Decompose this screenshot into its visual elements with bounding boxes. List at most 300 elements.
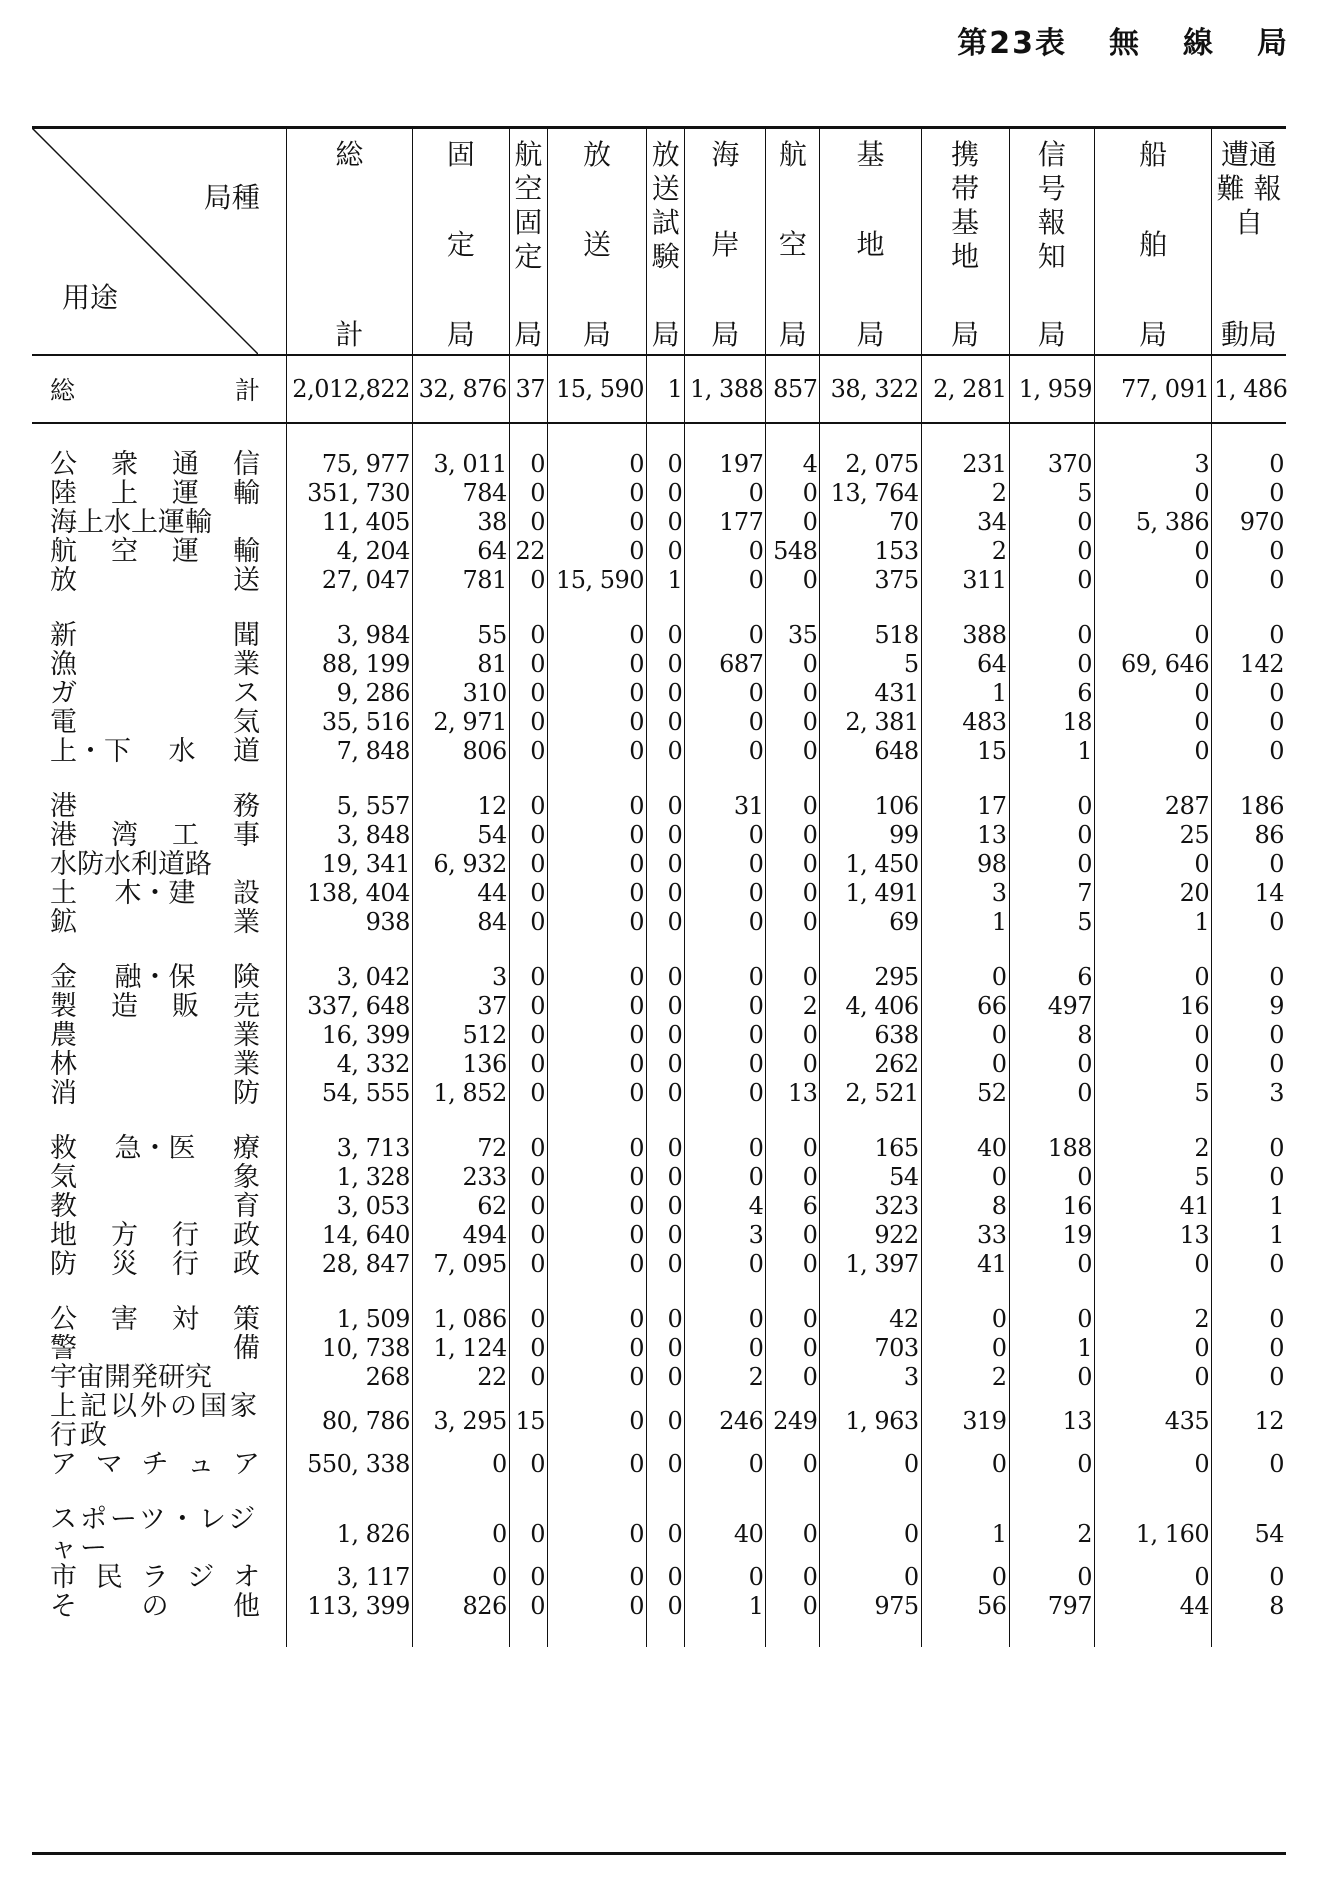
value-cell: 0 <box>685 1134 766 1163</box>
table-row <box>32 537 1286 566</box>
table-row <box>32 508 1286 537</box>
value-cell: 22 <box>509 537 547 566</box>
row-label: 海上水上運輸 <box>50 507 212 538</box>
value-cell: 0 <box>548 908 647 937</box>
value-cell: 0 <box>509 508 547 537</box>
value-cell: 12 <box>1212 1392 1286 1450</box>
value-cell: 28, 847 <box>286 1250 412 1279</box>
value-cell: 0 <box>509 479 547 508</box>
value-cell: 0 <box>509 1505 547 1563</box>
value-cell: 2 <box>921 537 1009 566</box>
table-row <box>32 879 1286 908</box>
value-cell: 0 <box>647 1305 685 1334</box>
value-cell: 0 <box>548 850 647 879</box>
value-cell: 54 <box>412 821 509 850</box>
value-cell: 0 <box>766 1050 820 1079</box>
value-cell: 66 <box>921 992 1009 1021</box>
value-cell: 0 <box>766 650 820 679</box>
value-cell: 0 <box>548 737 647 766</box>
value-cell: 703 <box>820 1334 921 1363</box>
table-number: 第23表 <box>957 26 1067 61</box>
value-cell: 0 <box>548 1134 647 1163</box>
value-cell: 0 <box>685 479 766 508</box>
row-label: 製 造 販 売 <box>50 991 260 1022</box>
value-cell: 0 <box>1212 1050 1286 1079</box>
column-header-aero_fixed: 航 空 固 定 局 <box>509 128 547 355</box>
value-cell: 826 <box>412 1592 509 1621</box>
value-cell: 6 <box>766 1192 820 1221</box>
value-cell: 0 <box>685 908 766 937</box>
table-row <box>32 479 1286 508</box>
value-cell: 0 <box>685 992 766 1021</box>
value-cell: 15, 590 <box>548 566 647 595</box>
row-label: 市 民 ラ ジ オ <box>50 1562 260 1593</box>
value-cell: 0 <box>1212 679 1286 708</box>
value-cell: 0 <box>647 963 685 992</box>
value-cell: 0 <box>1212 1450 1286 1479</box>
value-cell: 0 <box>766 1334 820 1363</box>
row-label: 警 備 <box>50 1333 260 1364</box>
value-cell: 0 <box>548 1192 647 1221</box>
value-cell: 0 <box>548 508 647 537</box>
value-cell: 0 <box>766 679 820 708</box>
group-spacer <box>32 937 1286 963</box>
column-header-fixed: 固 定 局 <box>412 128 509 355</box>
value-cell: 0 <box>509 1592 547 1621</box>
value-cell: 0 <box>685 1250 766 1279</box>
value-cell: 0 <box>1212 1021 1286 1050</box>
value-cell: 8 <box>1009 1021 1095 1050</box>
value-cell: 5 <box>1009 479 1095 508</box>
value-cell: 22 <box>412 1363 509 1392</box>
value-cell: 0 <box>548 1592 647 1621</box>
value-cell: 3, 053 <box>286 1192 412 1221</box>
table-row <box>32 621 1286 650</box>
value-cell: 1, 509 <box>286 1305 412 1334</box>
value-cell: 0 <box>548 1392 647 1450</box>
row-label: 公 衆 通 信 <box>50 449 260 480</box>
value-cell: 0 <box>548 992 647 1021</box>
value-cell: 0 <box>412 1563 509 1592</box>
value-cell: 16 <box>1095 992 1212 1021</box>
value-cell: 0 <box>685 1334 766 1363</box>
value-cell: 0 <box>548 1021 647 1050</box>
column-header-coast: 海 岸 局 <box>685 128 766 355</box>
value-cell: 0 <box>548 1050 647 1079</box>
value-cell: 13 <box>766 1079 820 1108</box>
table-row <box>32 1192 1286 1221</box>
value-cell: 13, 764 <box>820 479 921 508</box>
row-label: 電 気 <box>50 707 260 738</box>
value-cell: 54 <box>1212 1505 1286 1563</box>
value-cell: 20 <box>1095 879 1212 908</box>
value-cell: 0 <box>647 1250 685 1279</box>
value-cell: 268 <box>286 1363 412 1392</box>
value-cell: 2, 521 <box>820 1079 921 1108</box>
value-cell: 99 <box>820 821 921 850</box>
value-cell: 80, 786 <box>286 1392 412 1450</box>
value-cell: 784 <box>412 479 509 508</box>
value-cell: 0 <box>766 479 820 508</box>
value-cell: 311 <box>921 566 1009 595</box>
table-row <box>32 1250 1286 1279</box>
value-cell: 0 <box>921 1450 1009 1479</box>
value-cell: 3 <box>921 879 1009 908</box>
value-cell: 0 <box>820 1450 921 1479</box>
value-cell: 35 <box>766 621 820 650</box>
total-cell: 38, 322 <box>820 355 921 423</box>
column-header-bc_test: 放 送 試 験 局 <box>647 128 685 355</box>
value-cell: 153 <box>820 537 921 566</box>
value-cell: 0 <box>1009 1305 1095 1334</box>
value-cell: 18 <box>1009 708 1095 737</box>
value-cell: 0 <box>1009 1079 1095 1108</box>
value-cell: 388 <box>921 621 1009 650</box>
value-cell: 0 <box>685 1021 766 1050</box>
value-cell: 0 <box>1095 479 1212 508</box>
value-cell: 6, 932 <box>412 850 509 879</box>
column-header-base: 基 地 局 <box>820 128 921 355</box>
value-cell: 113, 399 <box>286 1592 412 1621</box>
value-cell: 0 <box>1009 566 1095 595</box>
value-cell: 0 <box>1212 1363 1286 1392</box>
value-cell: 0 <box>548 1505 647 1563</box>
value-cell: 323 <box>820 1192 921 1221</box>
value-cell: 0 <box>1095 708 1212 737</box>
value-cell: 351, 730 <box>286 479 412 508</box>
value-cell: 5, 557 <box>286 792 412 821</box>
value-cell: 33 <box>921 1221 1009 1250</box>
value-cell: 0 <box>1095 737 1212 766</box>
value-cell: 0 <box>509 850 547 879</box>
value-cell: 638 <box>820 1021 921 1050</box>
value-cell: 0 <box>509 1250 547 1279</box>
value-cell: 1, 491 <box>820 879 921 908</box>
value-cell: 0 <box>1009 1450 1095 1479</box>
row-label: 消 防 <box>50 1078 260 1109</box>
table-row <box>32 1505 1286 1563</box>
value-cell: 0 <box>647 850 685 879</box>
value-cell: 0 <box>548 1363 647 1392</box>
table-row <box>32 992 1286 1021</box>
value-cell: 1, 124 <box>412 1334 509 1363</box>
value-cell: 19, 341 <box>286 850 412 879</box>
value-cell: 483 <box>921 708 1009 737</box>
value-cell: 518 <box>820 621 921 650</box>
value-cell: 0 <box>647 1079 685 1108</box>
row-label: 公 害 対 策 <box>50 1304 260 1335</box>
value-cell: 2 <box>766 992 820 1021</box>
value-cell: 337, 648 <box>286 992 412 1021</box>
value-cell: 0 <box>685 708 766 737</box>
value-cell: 233 <box>412 1163 509 1192</box>
value-cell: 1 <box>1212 1192 1286 1221</box>
value-cell: 13 <box>1095 1221 1212 1250</box>
value-cell: 0 <box>1212 708 1286 737</box>
value-cell: 98 <box>921 850 1009 879</box>
row-label: 林 業 <box>50 1049 260 1080</box>
table-row <box>32 1021 1286 1050</box>
value-cell: 64 <box>412 537 509 566</box>
column-header-signal: 信 号 報 知 局 <box>1009 128 1095 355</box>
value-cell: 0 <box>548 821 647 850</box>
value-cell: 34 <box>921 508 1009 537</box>
value-cell: 11, 405 <box>286 508 412 537</box>
value-cell: 0 <box>921 1050 1009 1079</box>
value-cell: 0 <box>766 963 820 992</box>
value-cell: 0 <box>548 963 647 992</box>
value-cell: 7, 848 <box>286 737 412 766</box>
value-cell: 0 <box>1095 679 1212 708</box>
value-cell: 287 <box>1095 792 1212 821</box>
value-cell: 249 <box>766 1392 820 1450</box>
value-cell: 0 <box>548 879 647 908</box>
value-cell: 0 <box>685 621 766 650</box>
value-cell: 40 <box>685 1505 766 1563</box>
value-cell: 88, 199 <box>286 650 412 679</box>
value-cell: 70 <box>820 508 921 537</box>
column-header-ship: 船 舶 局 <box>1095 128 1212 355</box>
value-cell: 781 <box>412 566 509 595</box>
value-cell: 3, 117 <box>286 1563 412 1592</box>
row-label: 陸 上 運 輸 <box>50 478 260 509</box>
table-row <box>32 708 1286 737</box>
total-cell: 1, 959 <box>1009 355 1095 423</box>
value-cell: 0 <box>647 1505 685 1563</box>
value-cell: 3, 011 <box>412 450 509 479</box>
row-label: そ の 他 <box>50 1591 260 1622</box>
value-cell: 0 <box>766 1221 820 1250</box>
value-cell: 7 <box>1009 879 1095 908</box>
value-cell: 0 <box>647 679 685 708</box>
value-cell: 0 <box>548 679 647 708</box>
value-cell: 62 <box>412 1192 509 1221</box>
value-cell: 0 <box>548 1334 647 1363</box>
value-cell: 0 <box>647 1334 685 1363</box>
value-cell: 0 <box>509 621 547 650</box>
group-spacer <box>32 1279 1286 1305</box>
value-cell: 0 <box>647 1221 685 1250</box>
value-cell: 3 <box>412 963 509 992</box>
value-cell: 0 <box>1095 537 1212 566</box>
value-cell: 0 <box>1095 1363 1212 1392</box>
value-cell: 1 <box>921 1505 1009 1563</box>
value-cell: 16 <box>1009 1192 1095 1221</box>
value-cell: 86 <box>1212 821 1286 850</box>
title-char-3: 局 <box>1257 26 1289 61</box>
value-cell: 3, 295 <box>412 1392 509 1450</box>
value-cell: 0 <box>509 908 547 937</box>
row-label: 総 計 <box>32 355 286 423</box>
value-cell: 0 <box>548 537 647 566</box>
value-cell: 0 <box>1212 537 1286 566</box>
column-header-total: 総 計 <box>286 128 412 355</box>
value-cell: 231 <box>921 450 1009 479</box>
value-cell: 0 <box>1009 1363 1095 1392</box>
value-cell: 1, 852 <box>412 1079 509 1108</box>
title-char-2: 線 <box>1183 26 1215 61</box>
value-cell: 0 <box>647 650 685 679</box>
value-cell: 0 <box>509 1221 547 1250</box>
value-cell: 0 <box>1095 566 1212 595</box>
value-cell: 6 <box>1009 679 1095 708</box>
value-cell: 975 <box>820 1592 921 1621</box>
value-cell: 0 <box>548 1079 647 1108</box>
value-cell: 0 <box>509 1192 547 1221</box>
value-cell: 5, 386 <box>1095 508 1212 537</box>
value-cell: 3 <box>820 1363 921 1392</box>
value-cell: 0 <box>1212 566 1286 595</box>
value-cell: 138, 404 <box>286 879 412 908</box>
value-cell: 0 <box>1009 1563 1095 1592</box>
value-cell: 0 <box>921 1163 1009 1192</box>
value-cell: 0 <box>1212 1163 1286 1192</box>
value-cell: 0 <box>647 792 685 821</box>
value-cell: 0 <box>509 1021 547 1050</box>
value-cell: 0 <box>509 679 547 708</box>
value-cell: 177 <box>685 508 766 537</box>
row-label: 水防水利道路 <box>50 849 212 880</box>
bottom-rule <box>32 1852 1286 1855</box>
value-cell: 72 <box>412 1134 509 1163</box>
value-cell: 4 <box>685 1192 766 1221</box>
value-cell: 8 <box>1212 1592 1286 1621</box>
value-cell: 25 <box>1095 821 1212 850</box>
value-cell: 197 <box>685 450 766 479</box>
value-cell: 1 <box>647 566 685 595</box>
value-cell: 0 <box>685 821 766 850</box>
value-cell: 0 <box>548 708 647 737</box>
row-label: 宇宙開発研究 <box>50 1362 212 1393</box>
value-cell: 0 <box>921 1334 1009 1363</box>
value-cell: 970 <box>1212 508 1286 537</box>
value-cell: 497 <box>1009 992 1095 1021</box>
value-cell: 0 <box>509 566 547 595</box>
value-cell: 0 <box>1009 650 1095 679</box>
value-cell: 0 <box>1212 1250 1286 1279</box>
value-cell: 4, 332 <box>286 1050 412 1079</box>
table-row <box>32 1334 1286 1363</box>
total-cell: 2, 281 <box>921 355 1009 423</box>
value-cell: 0 <box>647 1021 685 1050</box>
value-cell: 0 <box>1212 621 1286 650</box>
value-cell: 0 <box>766 908 820 937</box>
value-cell: 0 <box>1095 850 1212 879</box>
value-cell: 0 <box>647 621 685 650</box>
value-cell: 1, 450 <box>820 850 921 879</box>
value-cell: 0 <box>685 1163 766 1192</box>
value-cell: 2, 971 <box>412 708 509 737</box>
value-cell: 0 <box>509 992 547 1021</box>
value-cell: 0 <box>766 821 820 850</box>
value-cell: 9 <box>1212 992 1286 1021</box>
value-cell: 0 <box>647 1592 685 1621</box>
value-cell: 41 <box>1095 1192 1212 1221</box>
value-cell: 0 <box>647 1392 685 1450</box>
value-cell: 0 <box>548 450 647 479</box>
value-cell: 4 <box>766 450 820 479</box>
value-cell: 0 <box>766 1250 820 1279</box>
value-cell: 0 <box>1009 1250 1095 1279</box>
row-label: ア マ チ ュ ア <box>50 1449 260 1480</box>
value-cell: 0 <box>647 508 685 537</box>
value-cell: 0 <box>1095 1563 1212 1592</box>
value-cell: 0 <box>766 879 820 908</box>
value-cell: 0 <box>647 1363 685 1392</box>
value-cell: 44 <box>1095 1592 1212 1621</box>
table-row <box>32 1221 1286 1250</box>
value-cell: 0 <box>1009 508 1095 537</box>
value-cell: 3 <box>1212 1079 1286 1108</box>
row-label: 防 災 行 政 <box>50 1249 260 1280</box>
value-cell: 0 <box>647 708 685 737</box>
value-cell: 2, 381 <box>820 708 921 737</box>
value-cell: 81 <box>412 650 509 679</box>
value-cell: 0 <box>1212 479 1286 508</box>
value-cell: 0 <box>766 1163 820 1192</box>
row-label: ガ ス <box>50 678 260 709</box>
value-cell: 0 <box>1212 1334 1286 1363</box>
value-cell: 0 <box>548 1563 647 1592</box>
value-cell: 0 <box>1009 821 1095 850</box>
value-cell: 0 <box>548 479 647 508</box>
value-cell: 0 <box>1095 621 1212 650</box>
value-cell: 0 <box>647 1192 685 1221</box>
value-cell: 0 <box>1009 850 1095 879</box>
value-cell: 0 <box>647 450 685 479</box>
value-cell: 10, 738 <box>286 1334 412 1363</box>
value-cell: 0 <box>548 1163 647 1192</box>
value-cell: 2 <box>1009 1505 1095 1563</box>
value-cell: 0 <box>685 1305 766 1334</box>
value-cell: 0 <box>509 1363 547 1392</box>
value-cell: 0 <box>548 1250 647 1279</box>
value-cell: 0 <box>1212 737 1286 766</box>
value-cell: 13 <box>1009 1392 1095 1450</box>
value-cell: 0 <box>509 792 547 821</box>
value-cell: 0 <box>921 1563 1009 1592</box>
total-cell: 15, 590 <box>548 355 647 423</box>
table-row <box>32 650 1286 679</box>
value-cell: 188 <box>1009 1134 1095 1163</box>
value-cell: 84 <box>412 908 509 937</box>
value-cell: 0 <box>766 792 820 821</box>
value-cell: 1 <box>1212 1221 1286 1250</box>
value-cell: 0 <box>766 1505 820 1563</box>
value-cell: 494 <box>412 1221 509 1250</box>
value-cell: 0 <box>647 879 685 908</box>
value-cell: 5 <box>820 650 921 679</box>
value-cell: 0 <box>1212 450 1286 479</box>
value-cell: 5 <box>1009 908 1095 937</box>
table-row <box>32 850 1286 879</box>
value-cell: 0 <box>685 1450 766 1479</box>
value-cell: 0 <box>766 1592 820 1621</box>
value-cell: 1, 328 <box>286 1163 412 1192</box>
corner-diagonal <box>32 128 258 354</box>
total-cell: 857 <box>766 355 820 423</box>
value-cell: 0 <box>685 679 766 708</box>
value-cell: 0 <box>1095 1250 1212 1279</box>
value-cell: 0 <box>509 650 547 679</box>
value-cell: 0 <box>766 508 820 537</box>
value-cell: 0 <box>1009 792 1095 821</box>
row-label: 上・下 水 道 <box>50 736 260 767</box>
value-cell: 246 <box>685 1392 766 1450</box>
value-cell: 0 <box>1212 1563 1286 1592</box>
row-label: 土 木・建 設 <box>50 878 260 909</box>
table-row <box>32 679 1286 708</box>
